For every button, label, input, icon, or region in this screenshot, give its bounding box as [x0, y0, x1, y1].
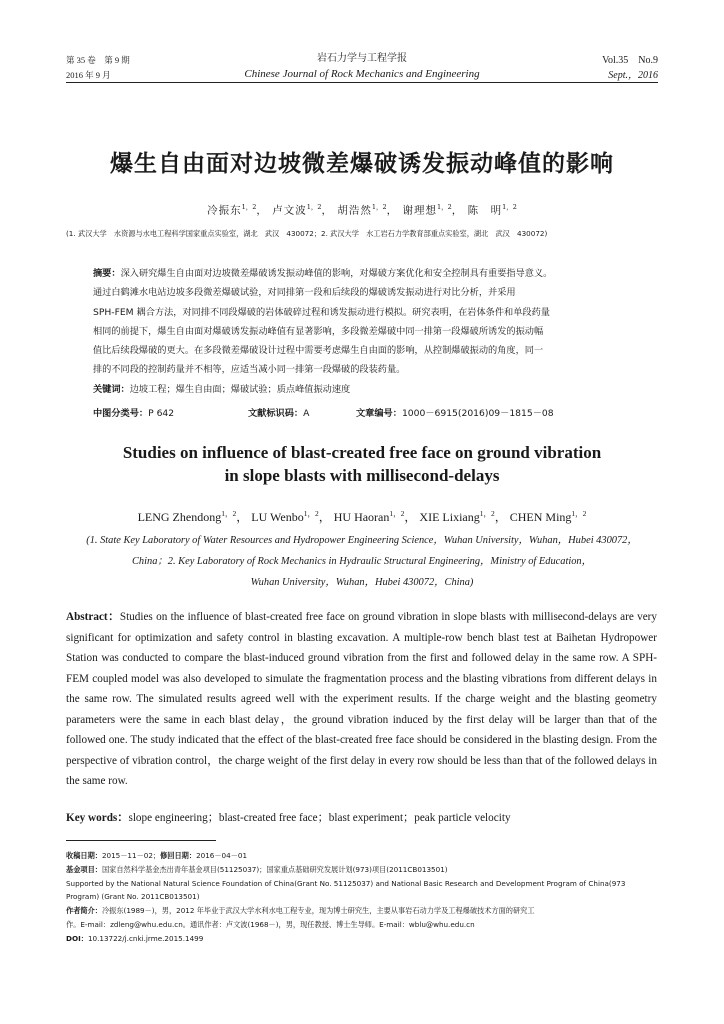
- footnote-rule: [66, 840, 216, 841]
- en-abstract-label: Abstract：: [66, 611, 120, 623]
- header-journal-cn: 岩石力学与工程学报: [317, 53, 407, 64]
- cn-article-label: 文章编号：: [356, 408, 402, 419]
- cn-abstract-label: 摘要：: [93, 268, 121, 279]
- en-title: [0, 441, 724, 487]
- footnote-dates: [66, 849, 658, 863]
- cn-doc-value: A: [303, 408, 310, 419]
- en-title-line: in slope blasts with millisecond-delays: [224, 466, 500, 485]
- footnote-supported: Program) (Grant No. 2011CB013501): [66, 892, 200, 902]
- en-affil-line: Wuhan University，Wuhan，Hubei 430072，China): [250, 577, 474, 588]
- cn-class-value: P 642: [148, 408, 175, 419]
- en-affil-line: China；2. Key Laboratory of Rock Mechanics in Hydraulic Structural Engineering，Ministry of Education，: [131, 556, 592, 567]
- en-affil-line: (1. State Key Laboratory of Water Resources and Hydropower Engineering Science，Wuhan University，Wuhan，Hubei 430072，: [86, 535, 638, 546]
- cn-abstract-text: 深入研究爆生自由面对边坡微差爆破诱发振动峰值的影响，对爆破方案优化和安全控制具有重要指导意义。: [120, 268, 553, 279]
- en-author-sup: 1，2: [479, 509, 495, 518]
- cn-abstract-line: 相同的前提下，爆生自由面对爆破诱发振动峰值有显著影响，多段微差爆破中同一排第一段爆破所诱发的振动幅: [93, 325, 544, 337]
- en-keywords-text: slope engineering；blast-created free face；blast experiment；peak particle velocity: [128, 812, 511, 824]
- fund-text: 国家自然科学基金杰出青年基金项目(51125037)；国家重点基础研究发展计划(973)项目(2011CB013501): [101, 864, 448, 874]
- cn-authors: 冷振东$^{1,2}$， 卢文波$^{1,2}$， 胡浩然$^{1,2}$， 谢理想$^{1,2}$， 陈 明$^{1,2}$: [207, 203, 517, 217]
- cn-author: 冷振东: [207, 204, 242, 217]
- cn-author: 卢文波: [272, 204, 307, 217]
- cn-author-sup: 1，2: [371, 203, 387, 211]
- cn-class-number: [93, 405, 174, 419]
- en-authors: LENG Zhendong$^{1,2}$， LU Wenbo$^{1,2}$， HU Haoran$^{1,2}$， XIE Lixiang$^{1,2}$， CHEN Ming$^{1,2}$: [137, 509, 587, 524]
- footnote-supported: Supported by the National Natural Science Foundation of China(Grant No. 51125037) and National Basic Research and Development Program of China(973: [66, 878, 626, 888]
- received-label: 收稿日期：: [66, 851, 102, 860]
- cn-author: 陈 明: [467, 204, 503, 217]
- cn-author-sup: 1，2: [502, 203, 517, 211]
- author-bio-text: 冷振东(1989－)，男，2012 年毕业于武汉大学水利水电工程专业，现为博士研究生，主要从事岩石动力学及工程爆破技术方面的研究工: [101, 906, 535, 916]
- en-author-sup: 1，2: [221, 509, 237, 518]
- header-volume: 第 35 卷 第 9 期: [66, 55, 130, 65]
- header-rule: [66, 82, 658, 83]
- cn-class-label: 中图分类号：: [93, 408, 149, 419]
- en-author: CHEN Ming: [509, 510, 572, 524]
- cn-author-sup: 1，2: [436, 203, 452, 211]
- footnote-author: [66, 904, 658, 918]
- cn-keywords: [93, 380, 633, 399]
- author-bio-label: 作者简介：: [66, 906, 102, 916]
- en-author: XIE Lixiang: [419, 510, 480, 524]
- cn-affiliation: (1. 武汉大学 水资源与水电工程科学国家重点实验室，湖北 武汉 430072；2. 武汉大学 水工岩石力学教育部重点实验室，湖北 武汉 430072): [66, 229, 548, 238]
- cn-abstract-line: 值比后续段爆破的更大。在多段微差爆破设计过程中需要考虑爆生自由面的影响，从控制爆破振动的角度，同一: [93, 345, 544, 357]
- en-title-line: Studies on influence of blast-created free face on ground vibration: [122, 443, 602, 462]
- cn-title: 爆生自由面对边坡微差爆破诱发振动峰值的影响: [110, 151, 614, 177]
- en-keywords-label: Key words：: [66, 812, 129, 824]
- en-abstract: [66, 607, 657, 792]
- received-date: 2015－11－02；: [101, 851, 161, 860]
- cn-author: 胡浩然: [337, 204, 372, 217]
- header-date: 2016 年 9 月: [66, 70, 111, 80]
- header-month: Sept.，2016: [608, 70, 658, 81]
- fund-label: 基金项目：: [66, 864, 102, 874]
- cn-abstract-line: [93, 264, 633, 283]
- cn-keywords-label: 关键词：: [93, 383, 130, 395]
- en-abstract-text: Studies on the influence of blast-created free face on ground vibration in slope blasts with millisecond-delays are very significant for optimization and safety control in blasting excavation. A multiple-row bench blast test at Baihetan Hydropower Station was conducted to compare the blast-induced ground vibration from the first and followed delay in the same row. A SPH-FEM coupled model was also developed to simulate the fragmentation process and the blasting vibrations from different delays in the same row. The simulated results agreed well with the experiment results. If the charge weight and the blasting geometry parameters were the same in each blast delay，the ground vibration induced by the first delay will be larger than that of the followed one. The study indicated that the effect of the blast-created free face should be considered in the blasting design. From the perspective of vibration control，the charge weight of the first delay in every row should be less than that of the followed delays in the same row.: [66, 611, 657, 787]
- en-author: HU Haoran: [333, 510, 390, 524]
- cn-keywords-text: 边坡工程；爆生自由面；爆破试验；质点峰值振动速度: [129, 383, 351, 395]
- cn-article-number: [356, 405, 554, 419]
- en-author-sup: 1，2: [303, 509, 319, 518]
- en-affiliation: [0, 530, 724, 593]
- en-author-sup: 1，2: [571, 509, 587, 518]
- en-keywords: [66, 809, 657, 825]
- footnote-author-cont: 作。E-mail：zdleng@whu.edu.cn。通讯作者：卢文波(1968－)，男，现任教授、博士生导师。E-mail：wblu@whu.edu.cn: [66, 919, 475, 929]
- footnotes: [66, 849, 658, 946]
- cn-author-sup: 1，2: [241, 203, 257, 211]
- cn-doc-code: [248, 405, 309, 419]
- revised-label: 修回日期：: [160, 851, 197, 860]
- cn-author-sup: 1，2: [306, 203, 322, 211]
- cn-doc-label: 文献标识码：: [248, 408, 304, 419]
- cn-abstract: [93, 264, 633, 399]
- cn-abstract-line: 通过白鹤滩水电站边坡多段微差爆破试验，对同排第一段和后续段的爆破诱发振动进行对比分析，并采用: [93, 287, 516, 299]
- en-author-sup: 1，2: [389, 509, 405, 518]
- cn-abstract-line: SPH-FEM 耦合方法，对同排不同段爆破的岩体破碎过程和诱发振动进行模拟。研究表明，在岩体条件和单段药量: [93, 306, 550, 318]
- en-author: LU Wenbo: [251, 510, 304, 524]
- footnote-doi: [66, 932, 658, 946]
- revised-date: 2016－04－01: [196, 851, 248, 860]
- doi-label: DOI：: [66, 933, 88, 943]
- cn-article-value: 1000－6915(2016)09－1815－08: [401, 408, 554, 419]
- footnote-fund: [66, 863, 658, 877]
- header-journal-en: Chinese Journal of Rock Mechanics and Engineering: [244, 68, 480, 80]
- en-author: LENG Zhendong: [137, 510, 222, 524]
- header-vol-no: Vol.35 No.9: [602, 55, 658, 66]
- cn-abstract-line: 排的不同段的控制药量并不相等，应适当减小同一排第一段爆破的段装药量。: [93, 364, 406, 376]
- doi-value: 10.13722/j.cnki.jrme.2015.1499: [87, 933, 204, 943]
- cn-author: 谢理想: [402, 204, 437, 217]
